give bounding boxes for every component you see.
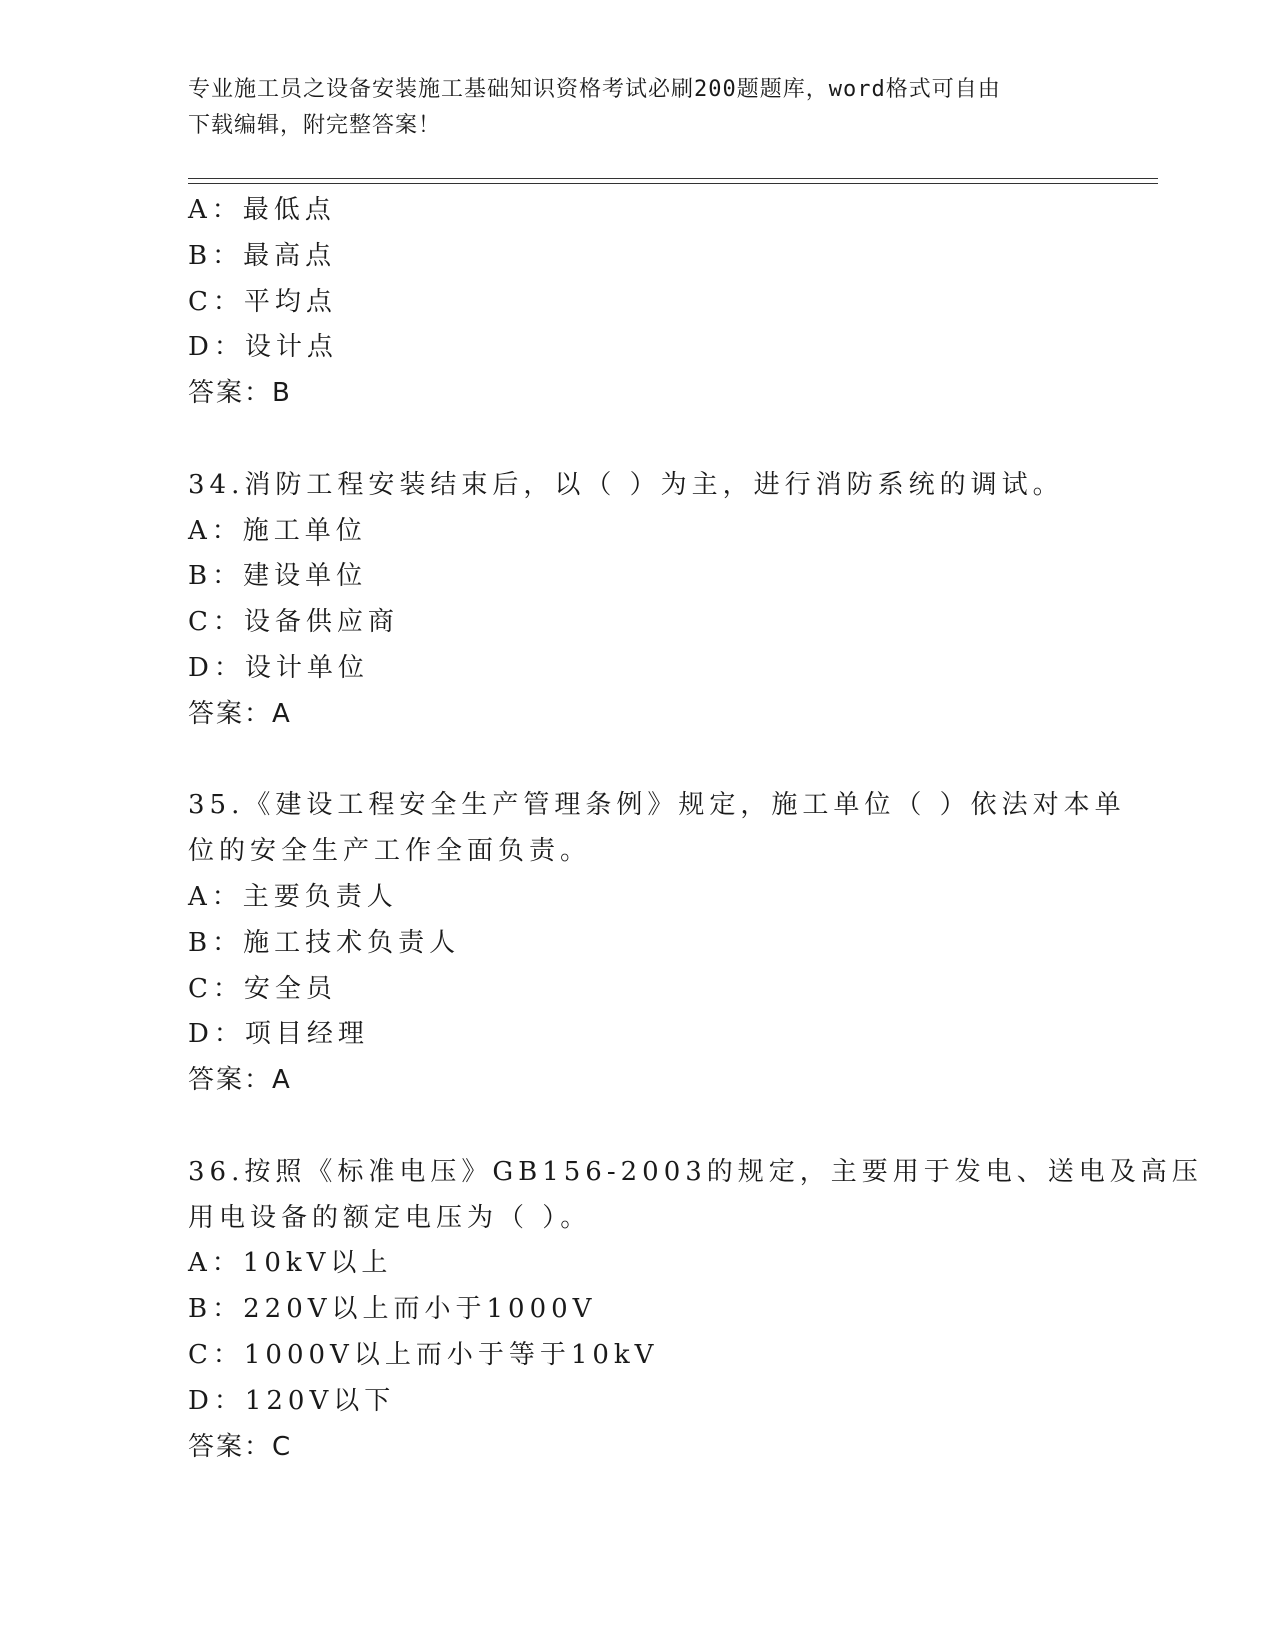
option-c: C：设备供应商 — [188, 607, 399, 638]
option-d: D：设计单位 — [188, 652, 369, 683]
question-text-line-2: 用电设备的额定电压为（ ）。 — [188, 1202, 592, 1233]
option-d: D：设计点 — [188, 332, 338, 363]
question-block-35 — [188, 783, 1126, 1104]
answer-line: 答案：A — [188, 698, 292, 729]
option-a: A：最低点 — [188, 195, 336, 225]
option-a: A：10kV以上 — [188, 1248, 393, 1279]
option-a: A：主要负责人 — [188, 881, 398, 912]
question-text-line-1: 36.按照《标准电压》GB156-2003的规定，主要用于发电、送电及高压 — [188, 1156, 1203, 1187]
answer-line: 答案：C — [188, 1431, 293, 1462]
spacer — [188, 417, 1088, 463]
spacer — [188, 738, 1088, 784]
spacer — [188, 1104, 1088, 1150]
option-c: C：1000V以上而小于等于10kV — [188, 1339, 659, 1370]
header-divider-bottom — [188, 183, 1158, 184]
question-list — [188, 188, 1203, 1470]
question-block-33 — [188, 188, 1088, 417]
option-b: B：施工技术负责人 — [188, 927, 461, 958]
header-line-2: 下载编辑，附完整答案！ — [188, 113, 442, 138]
question-block-36 — [188, 1150, 1203, 1471]
question-text: 34.消防工程安装结束后，以（ ）为主，进行消防系统的调试。 — [188, 469, 1064, 500]
option-a: A：施工单位 — [188, 515, 367, 546]
header-line-1: 专业施工员之设备安装施工基础知识资格考试必刷200题题库，word格式可自由 — [188, 77, 1001, 102]
option-c: C：平均点 — [188, 286, 337, 317]
question-text-line-1: 35.《建设工程安全生产管理条例》规定，施工单位（ ）依法对本单 — [188, 790, 1126, 821]
document-header — [188, 72, 1088, 144]
option-d: D：项目经理 — [188, 1019, 369, 1050]
answer-line: 答案：A — [188, 1065, 292, 1096]
option-c: C：安全员 — [188, 973, 337, 1004]
question-block-34 — [188, 463, 1088, 738]
option-b: B：最高点 — [188, 240, 337, 271]
option-b: B：220V以上而小于1000V — [188, 1294, 597, 1325]
option-b: B：建设单位 — [188, 561, 368, 592]
question-text-line-2: 位的安全生产工作全面负责。 — [188, 836, 592, 867]
option-d: D：120V以下 — [188, 1385, 396, 1416]
header-divider-top — [188, 178, 1158, 179]
answer-line: 答案：B — [188, 378, 292, 409]
